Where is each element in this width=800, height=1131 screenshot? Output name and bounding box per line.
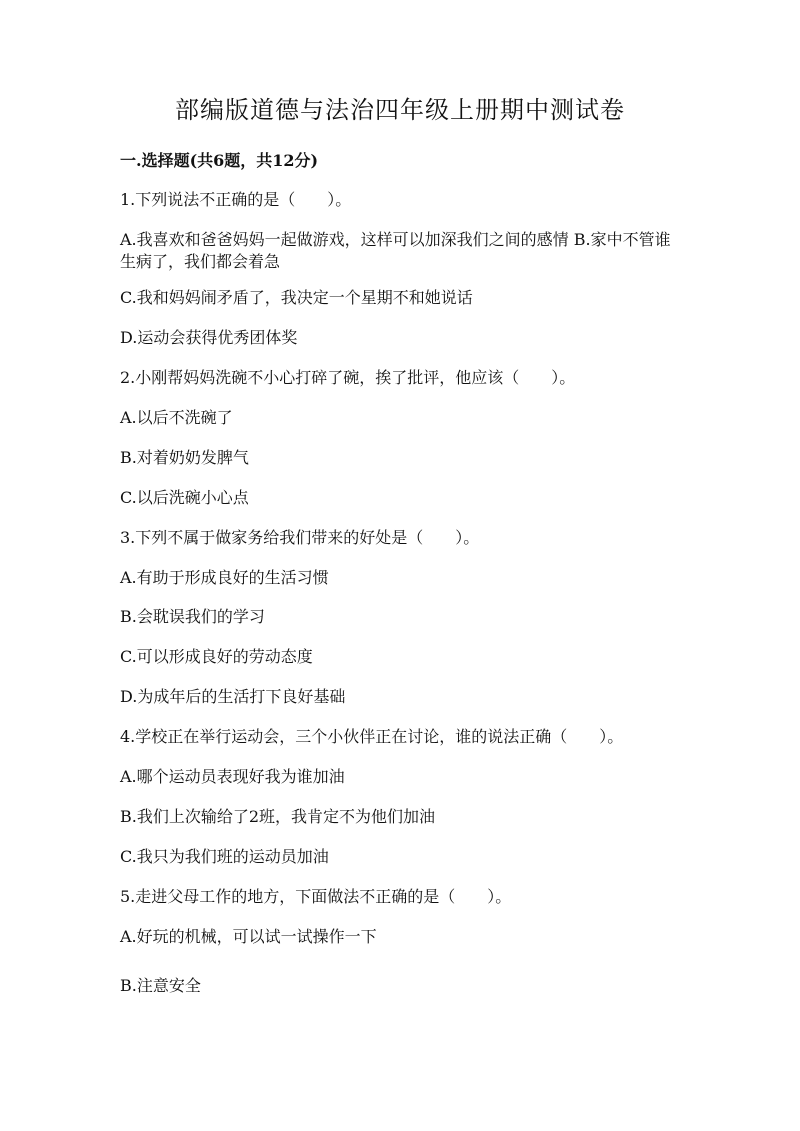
question-2-option-c: C.以后洗碗小心点 xyxy=(120,488,249,507)
question-3-option-c: C.可以形成良好的劳动态度 xyxy=(120,647,313,666)
question-1: 1.下列说法不正确的是（ ）。 xyxy=(120,190,352,209)
question-2-option-b: B.对着奶奶发脾气 xyxy=(120,448,249,467)
question-3-option-a: A.有助于形成良好的生活习惯 xyxy=(120,568,329,587)
question-2: 2.小刚帮妈妈洗碗不小心打碎了碗，挨了批评，他应该（ ）。 xyxy=(120,368,576,387)
question-4: 4.学校正在举行运动会，三个小伙伴正在讨论，谁的说法正确（ ）。 xyxy=(120,727,624,746)
question-5-option-a: A.好玩的机械，可以试一试操作一下 xyxy=(120,927,377,946)
question-3: 3.下列不属于做家务给我们带来的好处是（ ）。 xyxy=(120,528,480,547)
question-1-options-a-b: A.我喜欢和爸爸妈妈一起做游戏，这样可以加深我们之间的感情 B.家中不管谁生病了，我们都会着急 xyxy=(120,230,671,271)
question-5: 5.走进父母工作的地方，下面做法不正确的是（ ）。 xyxy=(120,887,512,906)
question-1-option-c: C.我和妈妈闹矛盾了，我决定一个星期不和她说话 xyxy=(120,288,473,307)
question-5-option-b: B.注意安全 xyxy=(120,976,201,995)
question-2-option-a: A.以后不洗碗了 xyxy=(120,408,233,427)
page-title: 部编版道德与法治四年级上册期中测试卷 xyxy=(175,96,625,124)
question-4-option-c: C.我只为我们班的运动员加油 xyxy=(120,847,329,866)
question-4-option-a: A.哪个运动员表现好我为谁加油 xyxy=(120,767,345,786)
question-1-option-d: D.运动会获得优秀团体奖 xyxy=(120,328,298,347)
question-3-option-b: B.会耽误我们的学习 xyxy=(120,607,265,626)
section-heading: 一.选择题(共6题，共12分) xyxy=(120,151,319,170)
question-4-option-b: B.我们上次输给了2班，我肯定不为他们加油 xyxy=(120,807,436,826)
question-3-option-d: D.为成年后的生活打下良好基础 xyxy=(120,687,346,706)
